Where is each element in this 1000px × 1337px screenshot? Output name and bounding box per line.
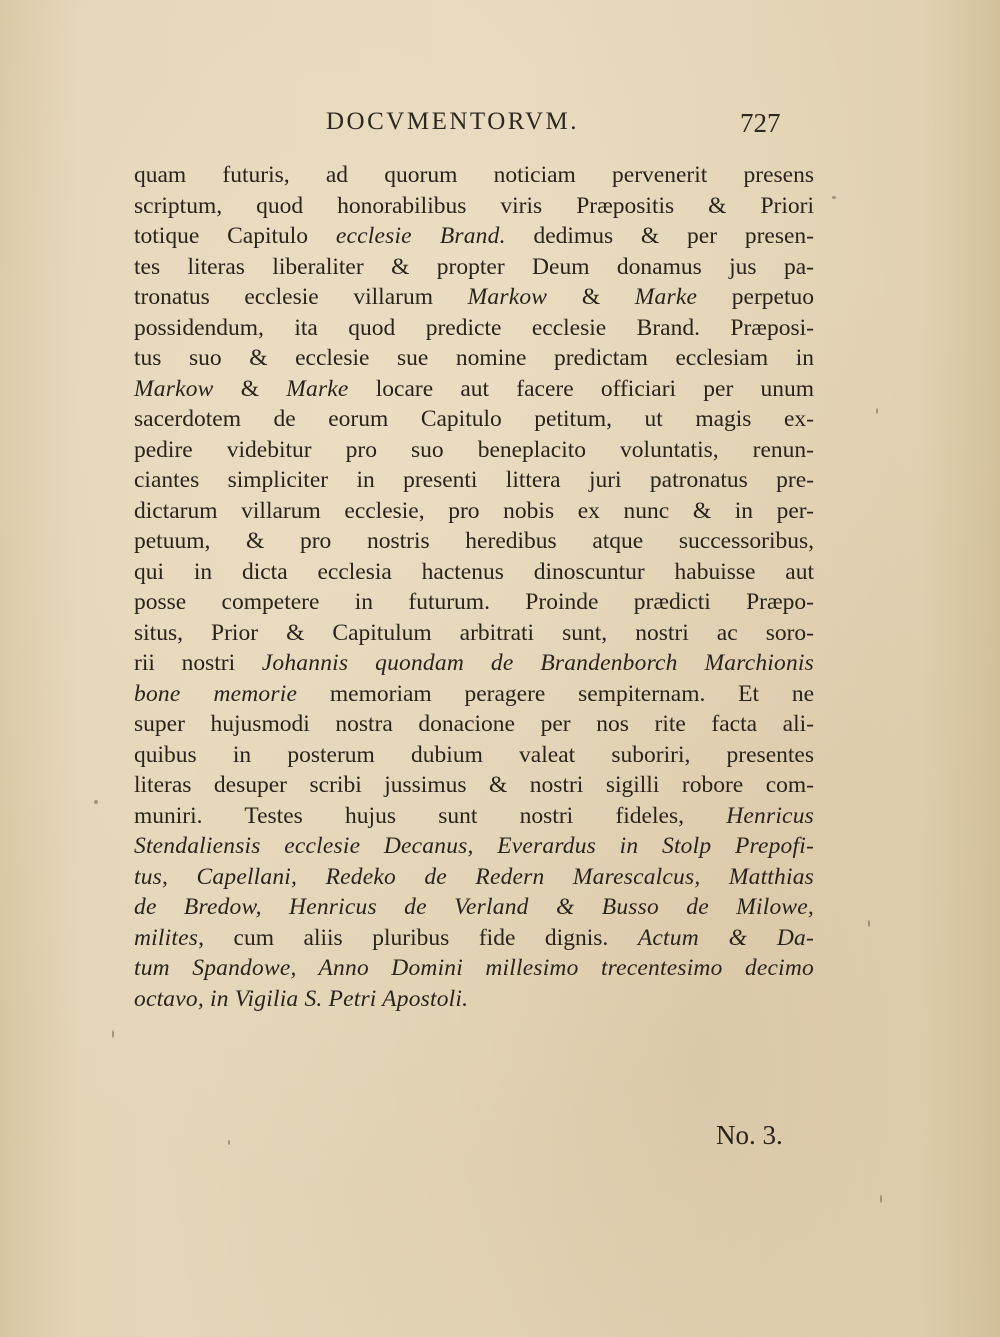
italic-run: octavo, in Vigilia S. Petri Apostoli.	[134, 985, 469, 1012]
text-line	[134, 435, 814, 466]
text-line	[134, 648, 814, 679]
paper-speck	[94, 800, 98, 804]
text-run: rii nostri	[134, 650, 262, 676]
text-run: ciantes simpliciter in presenti littera juri patronatus pre-	[134, 467, 814, 493]
text-line	[134, 892, 814, 923]
catchword: No. 3.	[716, 1120, 783, 1150]
page-number: 727	[740, 108, 781, 138]
italic-run: ecclesie Brand.	[335, 223, 506, 249]
text-run: tronatus ecclesie villarum	[134, 284, 468, 310]
text-run: locare aut facere officiari per unum	[348, 375, 815, 402]
text-run: possidendum, ita quod predicte ecclesie Brand. Præposi-	[134, 314, 814, 341]
text-run: pedire videbitur pro suo beneplacito voluntatis, renun-	[134, 436, 814, 463]
text-run: situs, Prior & Capitulum arbitrati sunt, nostri ac soro-	[134, 619, 814, 646]
text-line	[134, 801, 814, 832]
italic-run: Marke	[286, 375, 349, 402]
text-line	[134, 953, 814, 984]
text-run: dedimus & per presen-	[505, 223, 815, 249]
text-line	[134, 343, 814, 374]
text-run: dictarum villarum ecclesie, pro nobis ex nunc & in per-	[134, 497, 814, 524]
text-run: perpetuo	[697, 284, 814, 310]
text-line	[134, 496, 814, 527]
paper-speck	[112, 1030, 114, 1038]
text-run: petuum, & pro nostris heredibus atque successoribus,	[134, 528, 814, 554]
paper-speck	[228, 1140, 230, 1145]
text-run: quam futuris, ad quorum noticiam pervenerit presens	[134, 162, 814, 188]
document-text	[134, 160, 814, 1014]
paper-speck	[876, 408, 878, 414]
text-line	[134, 740, 814, 771]
italic-run: tum Spandowe, Anno Domini millesimo trecentesimo decimo	[134, 955, 814, 981]
text-line	[134, 313, 814, 344]
text-line	[134, 618, 814, 649]
text-line	[134, 587, 814, 618]
text-line	[134, 557, 814, 588]
text-run: quibus in posterum dubium valeat suboriri, presentes	[134, 741, 814, 768]
text-line	[134, 526, 814, 557]
text-run: super hujusmodi nostra donacione per nos rite facta ali-	[134, 711, 814, 737]
text-line	[134, 679, 814, 710]
text-run: sacerdotem de eorum Capitulo petitum, ut magis ex-	[134, 406, 814, 432]
text-line	[134, 465, 814, 496]
text-line	[134, 404, 814, 435]
italic-run: milites	[134, 924, 199, 951]
text-run: memoriam peragere sempiternam. Et ne	[297, 680, 814, 707]
text-run: totique Capitulo	[134, 223, 336, 249]
italic-run: Marke	[634, 284, 698, 310]
text-line	[134, 282, 814, 313]
running-title: DOCVMENTORVM.	[326, 108, 579, 135]
text-run: qui in dicta ecclesia hactenus dinoscuntur habuisse aut	[134, 558, 814, 585]
text-run: tus suo & ecclesie sue nomine predictam ecclesiam in	[134, 345, 814, 371]
text-line	[134, 862, 814, 893]
text-line	[134, 831, 814, 862]
paper-speck	[880, 1195, 882, 1203]
text-run: &	[547, 284, 635, 310]
italic-run: Johannis quondam de Brandenborch Marchionis	[261, 650, 814, 676]
italic-run: bone memorie	[134, 680, 298, 707]
text-line	[134, 191, 814, 222]
italic-run: Actum & Da-	[637, 924, 815, 951]
italic-run: tus, Capellani, Redeko de Redern Marescalcus, Matthias	[134, 863, 814, 890]
text-run: posse competere in futurum. Proinde prædicti Præpo-	[134, 589, 814, 615]
text-run: scriptum, quod honorabilibus viris Præpositis & Priori	[134, 192, 814, 219]
text-line	[134, 770, 814, 801]
text-line	[134, 252, 814, 283]
text-run: , cum aliis pluribus fide dignis.	[198, 924, 638, 951]
paper-speck	[832, 196, 836, 199]
italic-run: de Bredow, Henricus de Verland & Busso de Milowe,	[134, 894, 814, 920]
paper-speck	[868, 920, 870, 927]
text-line	[134, 984, 814, 1015]
text-run: &	[213, 375, 287, 402]
text-run: tes literas liberaliter & propter Deum donamus jus pa-	[134, 253, 814, 280]
italic-run: Henricus	[726, 802, 814, 829]
text-line	[134, 709, 814, 740]
text-line	[134, 221, 814, 252]
text-run: muniri. Testes hujus sunt nostri fideles,	[134, 802, 727, 829]
text-run: literas desuper scribi jussimus & nostri sigilli robore com-	[134, 772, 814, 798]
running-head	[0, 108, 1000, 148]
text-line	[134, 374, 814, 405]
italic-run: Markow	[467, 284, 548, 310]
italic-run: Stendaliensis ecclesie Decanus, Everardus in Stolp Prepofi-	[134, 833, 814, 859]
text-line	[134, 160, 814, 191]
text-line	[134, 923, 814, 954]
italic-run: Markow	[134, 375, 214, 402]
